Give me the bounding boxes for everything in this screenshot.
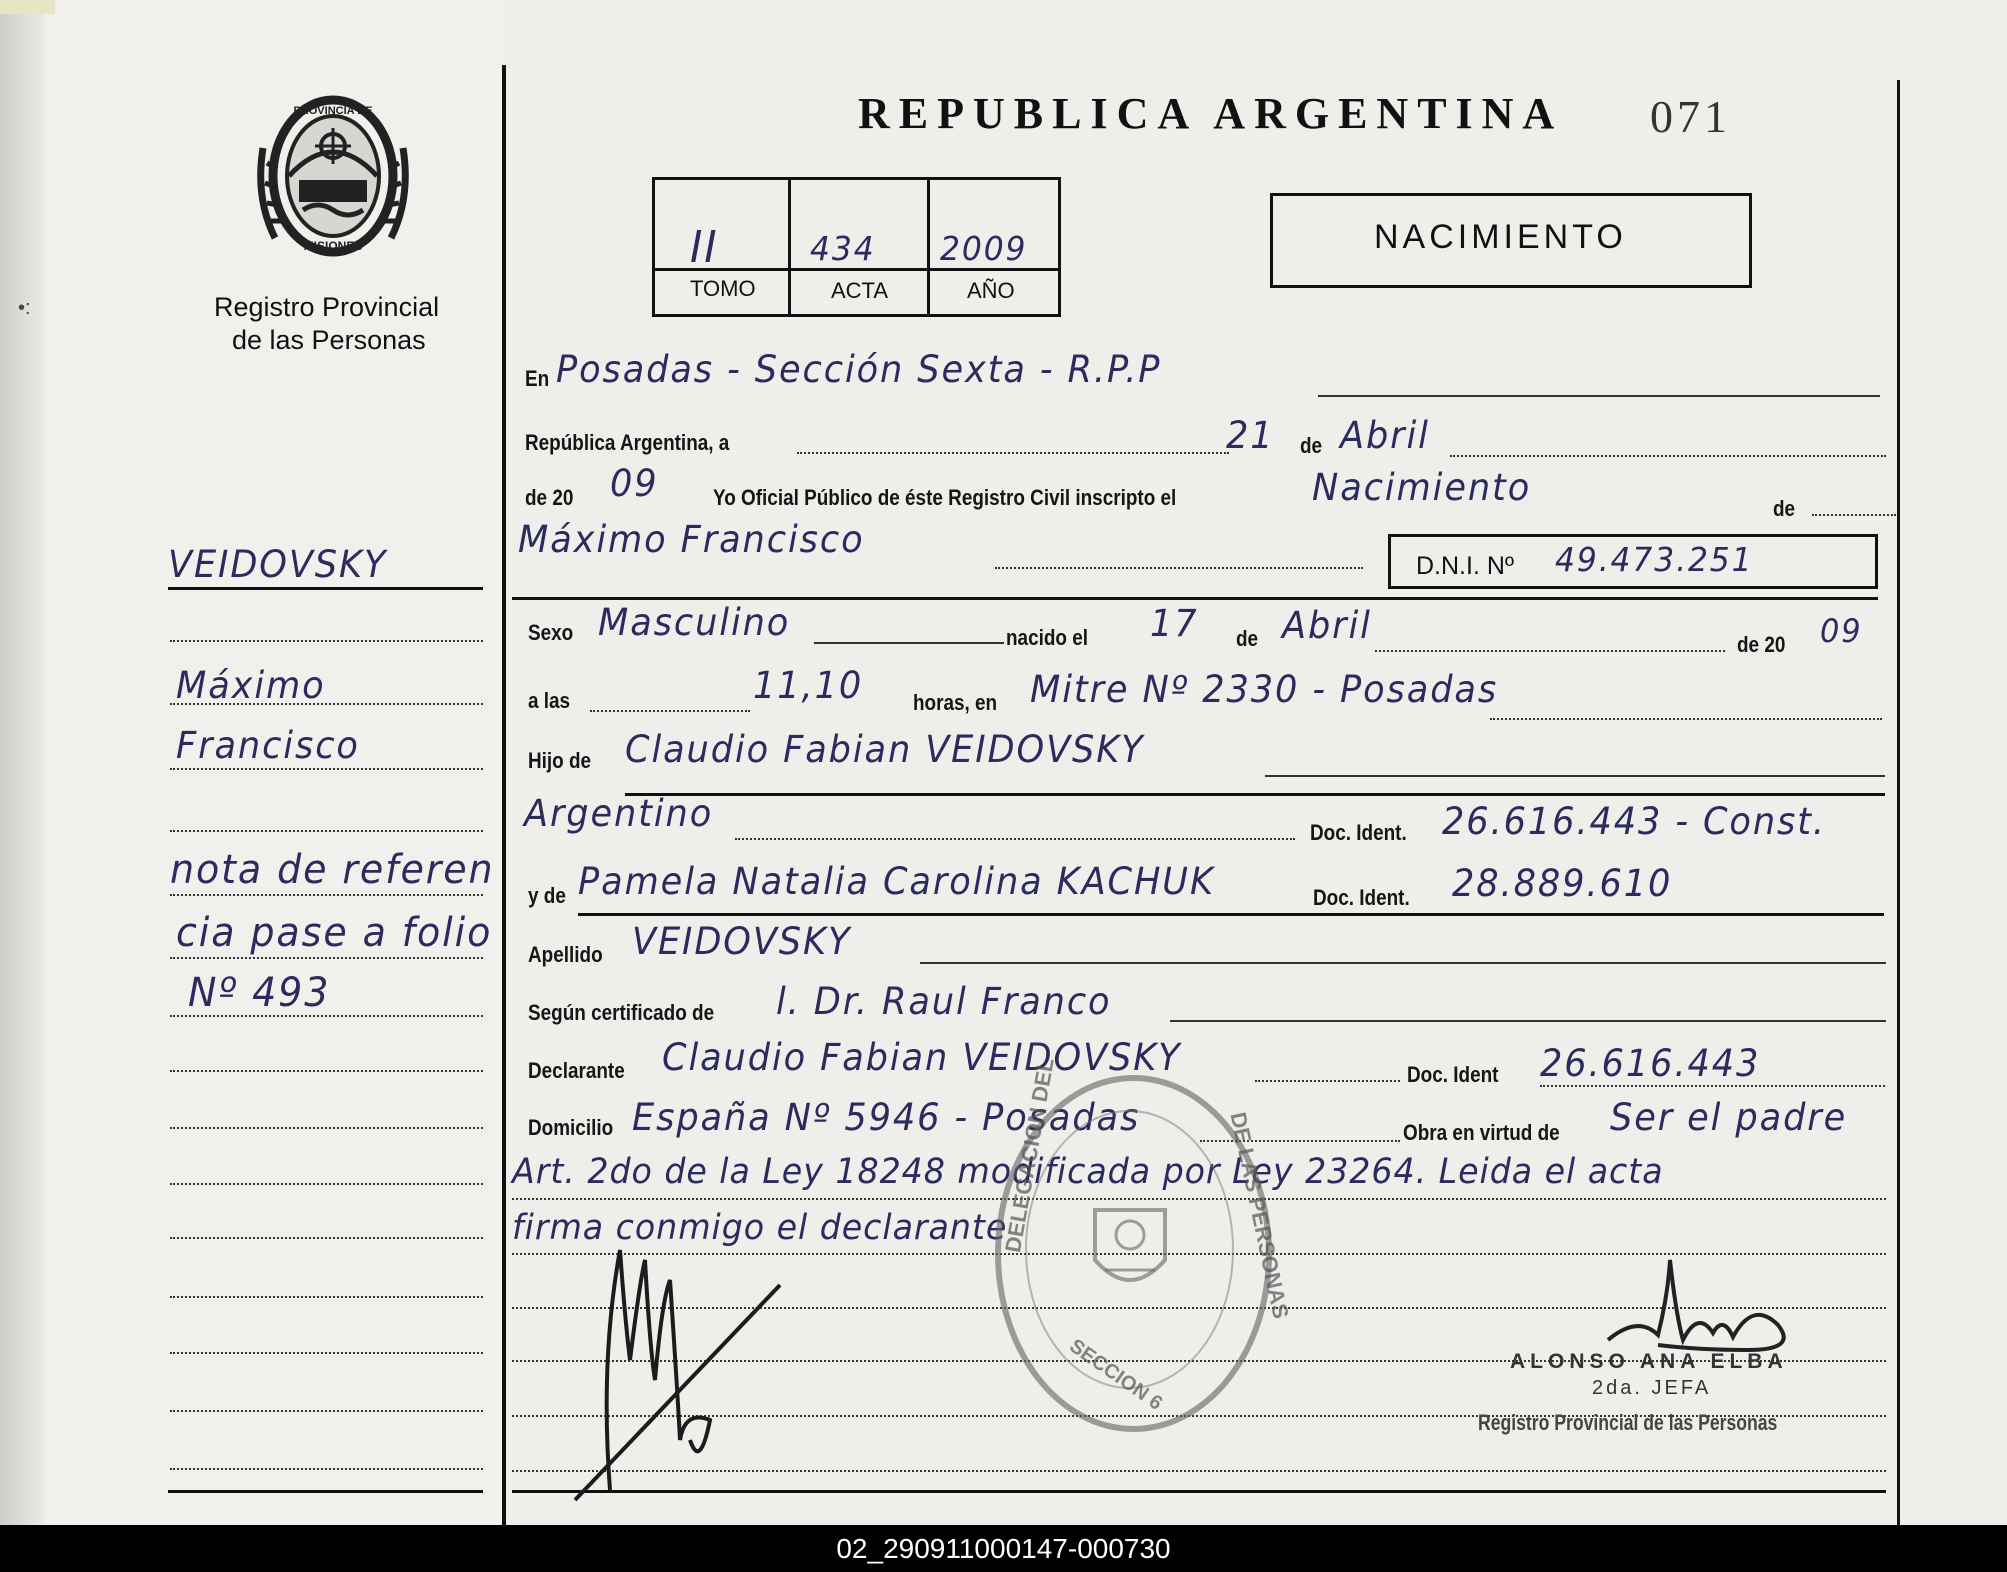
margin-line: [170, 1183, 483, 1185]
date-label: República Argentina, a: [525, 430, 730, 455]
time-value: 11,10: [753, 664, 864, 707]
surname-value: VEIDOVSKY: [632, 920, 852, 963]
stamp-emblem-icon: [1075, 1190, 1185, 1310]
margin-line: [170, 768, 483, 770]
father-name: Claudio Fabian VEIDOVSKY: [625, 728, 1145, 771]
margin-line: [170, 1070, 483, 1072]
official-title: 2da. JEFA: [1592, 1377, 1712, 1399]
form-line: [1540, 1085, 1885, 1087]
margin-line: [170, 894, 483, 896]
place-value: Posadas - Sección Sexta - R.P.P: [556, 348, 1162, 391]
inscribe-label: Yo Oficial Público de éste Registro Civil inscripto el: [713, 485, 1177, 510]
dni-value: 49.473.251: [1555, 540, 1754, 579]
father-nationality: Argentino: [524, 792, 714, 835]
acts-label: Obra en virtud de: [1403, 1120, 1560, 1145]
margin-line: [170, 1127, 483, 1129]
record-box-divider: [788, 177, 791, 317]
column-divider: [502, 65, 506, 1525]
margin-line: [170, 957, 483, 959]
binding-mark: •:: [18, 297, 31, 319]
official-name: ALONSO ANA ELBA: [1510, 1350, 1788, 1373]
margin-line: [170, 830, 483, 832]
month-label: de: [1300, 433, 1323, 458]
margin-line: [170, 1410, 483, 1412]
margin-rule: [168, 587, 483, 590]
dni-label: D.N.I. Nº: [1416, 552, 1515, 580]
mother-doc: 28.889.610: [1452, 862, 1673, 905]
anio-value: 2009: [940, 229, 1028, 268]
time-label: a las: [528, 688, 571, 713]
sex-label: Sexo: [528, 620, 574, 645]
margin-given-2: Francisco: [176, 724, 360, 767]
born-day: 17: [1150, 602, 1199, 645]
anio-label: AÑO: [967, 278, 1015, 303]
svg-text:PROVINCIA DE: PROVINCIA DE: [293, 105, 373, 117]
cert-value: l. Dr. Raul Franco: [776, 980, 1112, 1023]
father-doc-label: Doc. Ident.: [1310, 820, 1407, 845]
form-line: [1318, 395, 1880, 397]
scan-id-footer: 02_290911000147-000730: [0, 1525, 2007, 1572]
official-office: Registro Provincial de las Personas: [1478, 1410, 1778, 1435]
book-binding: [0, 0, 45, 1525]
margin-line: [170, 1237, 483, 1239]
form-line: [1170, 1020, 1886, 1022]
form-line: [920, 962, 1886, 964]
hours-label: horas, en: [913, 690, 998, 715]
svg-text:MISIONES: MISIONES: [303, 239, 363, 253]
form-line: [797, 452, 1229, 454]
record-type: NACIMIENTO: [1374, 218, 1627, 256]
form-line: [1255, 1080, 1400, 1082]
declarant-signature-icon: [570, 1240, 800, 1510]
of-label: de: [1773, 496, 1796, 521]
declarant-label: Declarante: [528, 1058, 625, 1083]
margin-given-1: Máximo: [176, 664, 326, 707]
declarant-doc: 26.616.443: [1540, 1042, 1761, 1085]
form-rule: [625, 793, 1885, 796]
year-value: 09: [610, 462, 659, 505]
form-line: [995, 567, 1363, 569]
certificate-number: 071: [1650, 91, 1731, 142]
cert-label: Según certificado de: [528, 1000, 715, 1025]
form-line: [814, 642, 1004, 644]
declarant-name: Claudio Fabian VEIDOVSKY: [662, 1036, 1182, 1079]
sex-value: Masculino: [598, 601, 791, 644]
and-label: y de: [528, 883, 566, 908]
margin-note-2: cia pase a folio: [176, 910, 493, 956]
margin-note-3: Nº 493: [188, 970, 331, 1016]
month-value: Abril: [1340, 414, 1430, 457]
margin-line: [170, 703, 483, 705]
form-rule: [512, 597, 1878, 600]
margin-rule: [168, 1490, 483, 1493]
mother-doc-label: Doc. Ident.: [1313, 885, 1410, 910]
birth-place: Mitre Nº 2330 - Posadas: [1030, 668, 1499, 711]
father-doc: 26.616.443 - Const.: [1442, 800, 1826, 843]
inscribe-value: Nacimiento: [1312, 466, 1532, 509]
born-label: nacido el: [1006, 625, 1089, 650]
margin-line: [170, 640, 483, 642]
tomo-label: TOMO: [690, 276, 756, 301]
margin-line: [170, 1468, 483, 1470]
declarant-doc-label: Doc. Ident: [1407, 1062, 1499, 1087]
corner-mark: [0, 0, 55, 14]
form-line: [590, 710, 750, 712]
year-label: de 20: [525, 485, 574, 510]
form-line: [1375, 650, 1725, 652]
born-month-label: de: [1236, 626, 1259, 651]
mother-name: Pamela Natalia Carolina KACHUK: [578, 860, 1215, 903]
form-line: [1812, 514, 1896, 516]
tomo-value: II: [690, 222, 719, 273]
stamp-text-right: DE LAS PERSONAS: [1225, 1110, 1294, 1321]
son-label: Hijo de: [528, 748, 592, 773]
legal-note-line2: firma conmigo el declarante: [512, 1208, 1008, 1248]
born-year-label: de 20: [1737, 632, 1786, 657]
surname-label: Apellido: [528, 942, 603, 967]
born-month: Abril: [1282, 604, 1372, 647]
stamp-text-bottom: SECCION 6: [1065, 1335, 1167, 1415]
registry-name-line1: Registro Provincial: [214, 292, 440, 322]
day-value: 21: [1226, 414, 1275, 457]
born-year: 09: [1820, 612, 1863, 650]
record-box-divider: [927, 177, 930, 317]
form-rule: [578, 913, 1884, 916]
official-signature-icon: [1598, 1255, 1818, 1365]
margin-surname: VEIDOVSKY: [168, 543, 388, 586]
margin-line: [170, 1015, 483, 1017]
stamp-text-left: DELEGACION DEL: [1000, 1056, 1059, 1255]
form-line: [1265, 775, 1885, 777]
name-value: Máximo Francisco: [518, 518, 865, 561]
address-label: Domicilio: [528, 1115, 614, 1140]
right-border: [1897, 80, 1900, 1525]
legal-note-line1: Art. 2do de la Ley 18248 modificada por Ley 23264. Leida el acta: [512, 1152, 1664, 1192]
address-value: España Nº 5946 - Posadas: [632, 1096, 1141, 1139]
country-title: REPUBLICA ARGENTINA: [858, 89, 1564, 138]
form-line: [1450, 455, 1886, 457]
margin-line: [170, 1296, 483, 1298]
acta-label: ACTA: [831, 278, 889, 303]
form-line: [1490, 718, 1882, 720]
margin-line: [170, 1352, 483, 1354]
margin-note-1: nota de referen: [170, 847, 495, 893]
acta-value: 434: [810, 229, 876, 268]
acts-value: Ser el padre: [1610, 1096, 1848, 1139]
form-line: [735, 838, 1295, 840]
place-label: En: [525, 366, 550, 391]
registry-name-line2: de las Personas: [232, 325, 426, 355]
provincial-seal-icon: [253, 88, 413, 263]
